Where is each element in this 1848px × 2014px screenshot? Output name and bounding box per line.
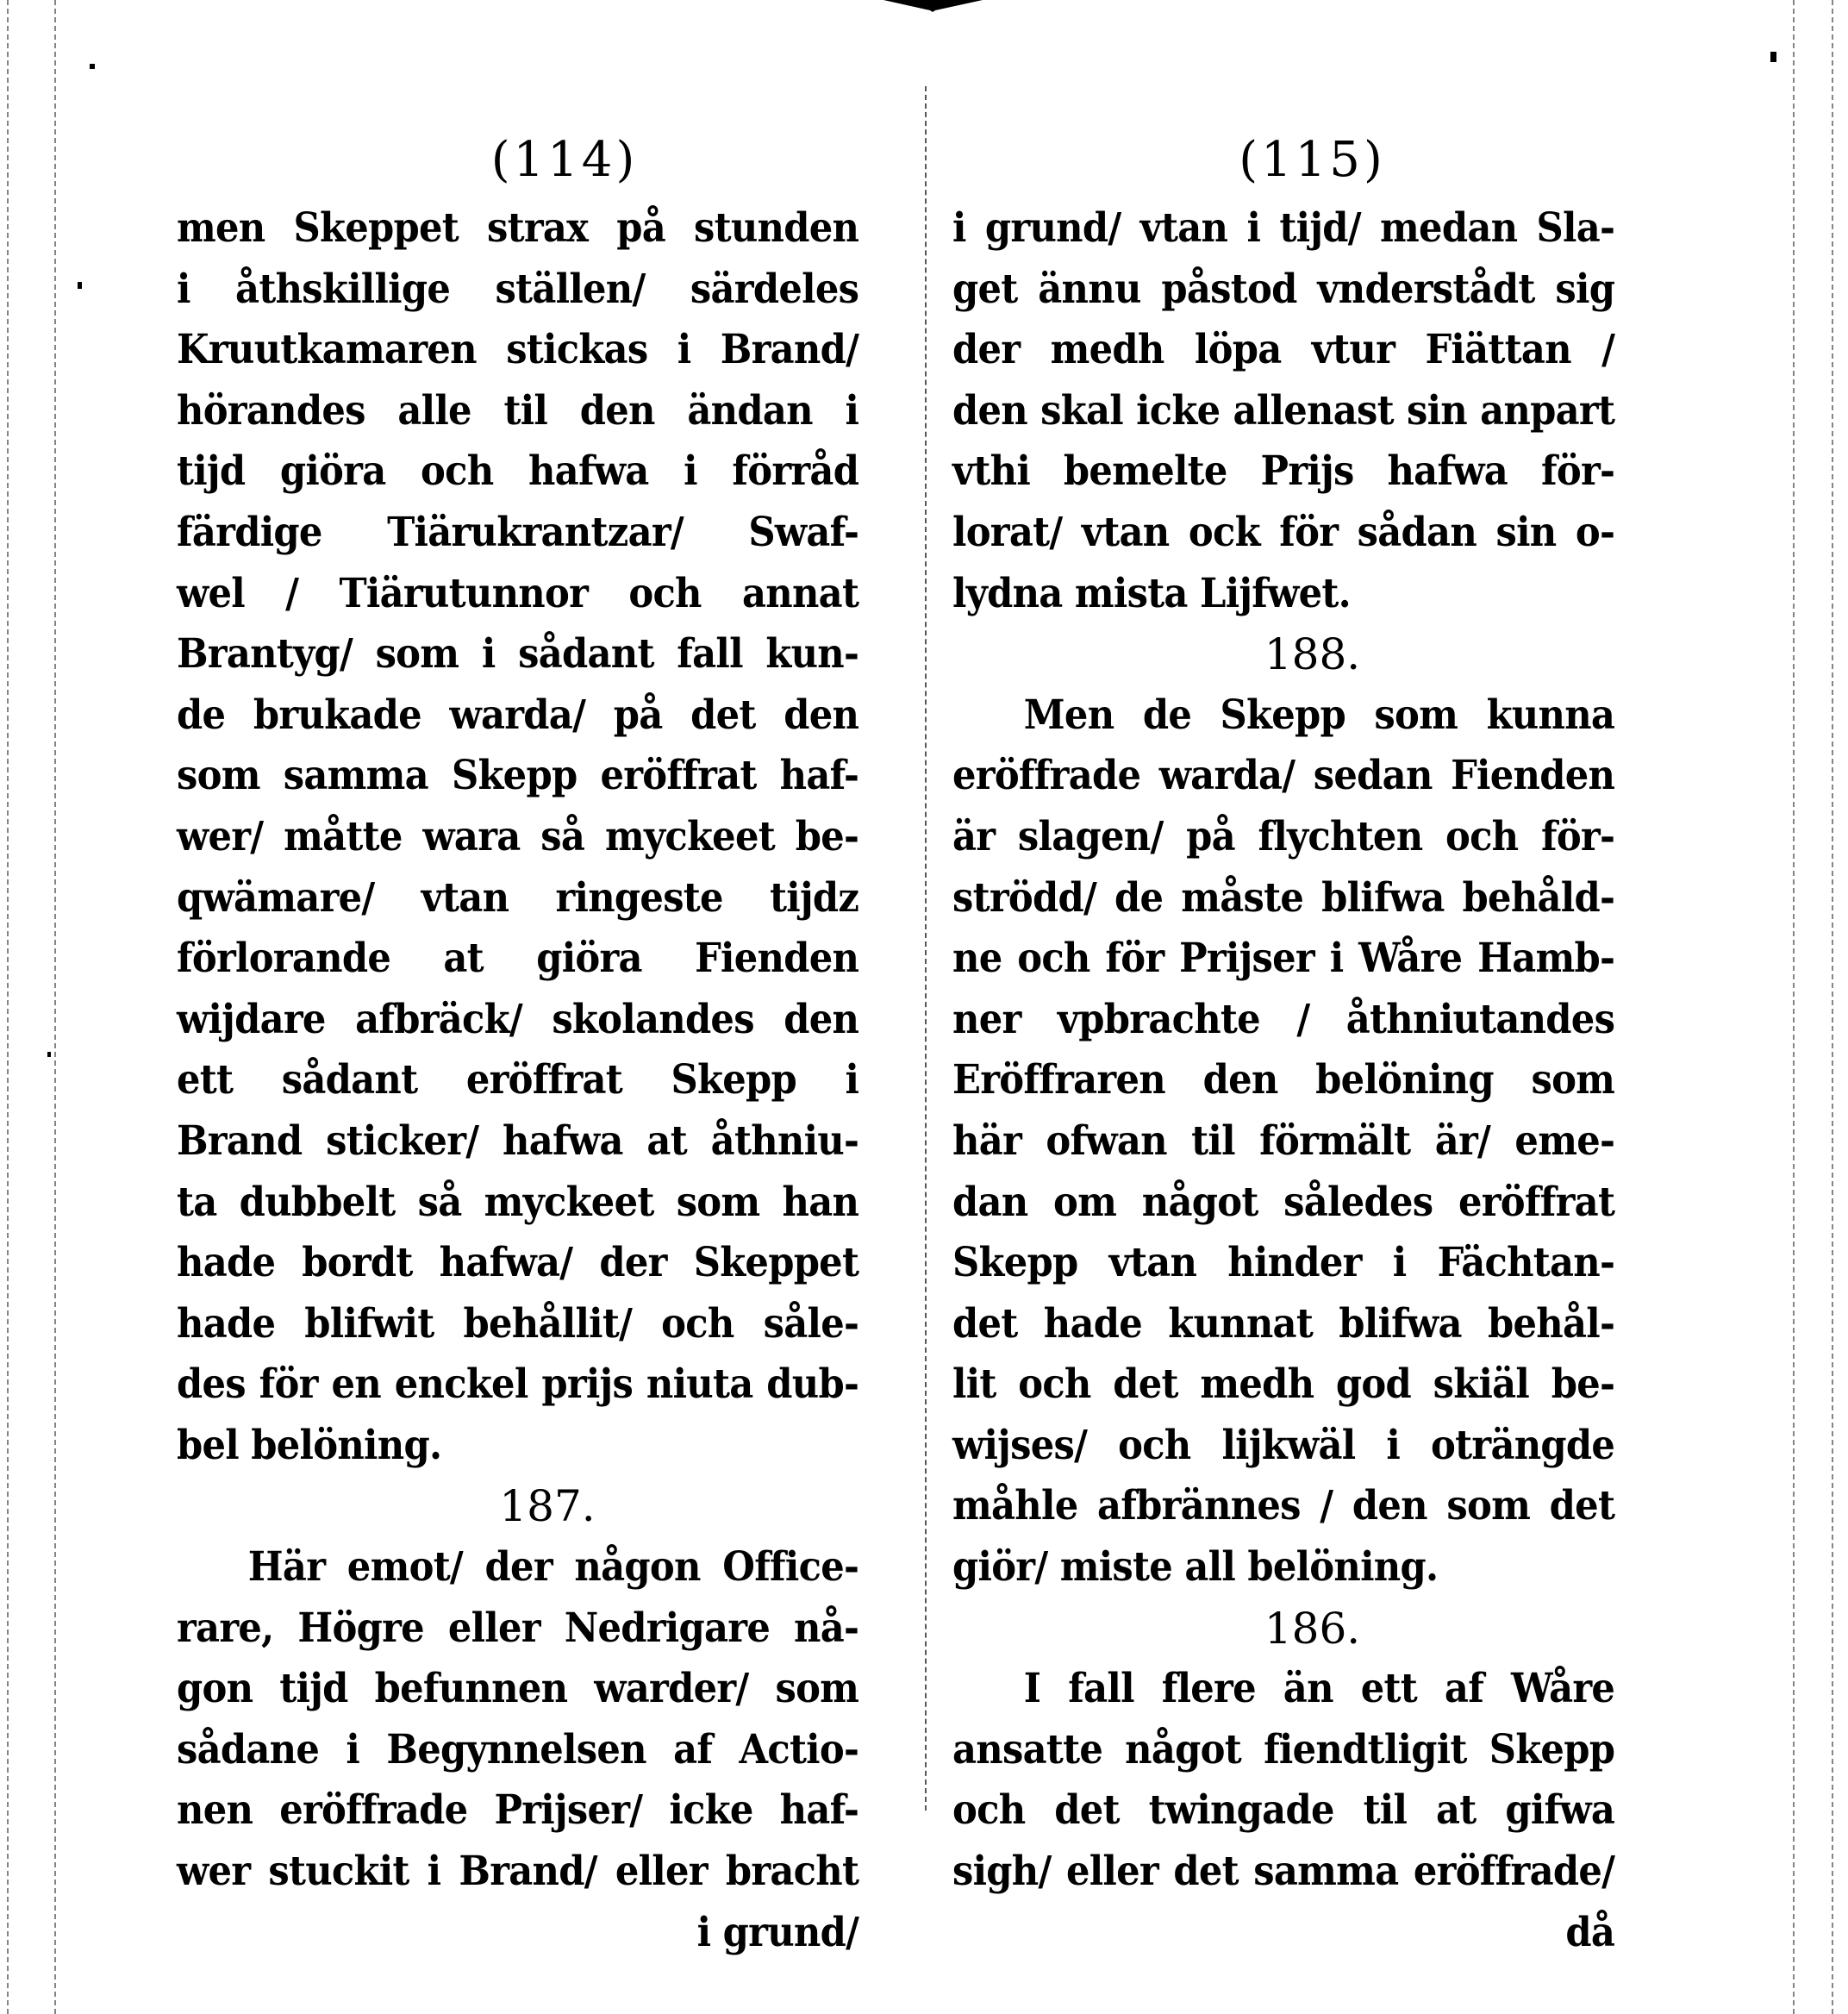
right-text-block-3 xyxy=(952,1659,1672,1902)
text-line: den skal icke allenast sin anpart xyxy=(952,386,1615,435)
text-line: wel / Tiärutunnor och annat xyxy=(177,569,859,617)
text-line: Här emot/ der någon Office- xyxy=(247,1543,859,1592)
scan-speck xyxy=(47,1052,51,1057)
text-line: vthi bemelte Prijs hafwa för- xyxy=(952,447,1615,496)
text-line: men Skeppet strax på stunden xyxy=(177,204,859,252)
text-line: och det twingade til at gifwa xyxy=(952,1786,1615,1835)
text-line: wer stuckit i Brand/ eller bracht xyxy=(177,1848,859,1896)
text-line: wer/ måtte wara så myckeet be- xyxy=(177,812,859,860)
text-line: wijdare afbräck/ skolandes den xyxy=(177,995,859,1043)
text-line: wijses/ och lijkwäl i oträngde xyxy=(952,1421,1615,1469)
text-line: förlorande at giöra Fienden xyxy=(177,935,859,983)
scan-edge-left-inner xyxy=(54,0,56,2014)
text-line: Eröffraren den belöning som xyxy=(952,1056,1615,1104)
text-line: Brand sticker/ hafwa at åthniu- xyxy=(177,1116,859,1165)
text-line: sigh/ eller det samma eröffrade/ xyxy=(952,1848,1615,1896)
text-line: Kruutkamaren stickas i Brand/ xyxy=(177,326,859,374)
text-line: Brantyg/ som i sådant fall kun- xyxy=(177,630,859,679)
text-line: hade blifwit behållit/ och såle- xyxy=(177,1299,859,1348)
text-line: ansatte något fiendtligit Skepp xyxy=(952,1725,1615,1773)
text-line: I fall flere än ett af Wåre xyxy=(1023,1665,1615,1713)
text-line: måhle afbrännes / den som det xyxy=(952,1482,1615,1530)
text-line: gon tijd befunnen warder/ som xyxy=(177,1665,859,1713)
text-line: lit och det medh god skiäl be- xyxy=(952,1360,1615,1409)
text-line: i åthskillige ställen/ särdeles xyxy=(177,265,859,313)
text-line: ta dubbelt så myckeet som han xyxy=(177,1178,859,1226)
scan-speck xyxy=(90,64,95,69)
left-page xyxy=(177,129,918,1963)
text-line: det hade kunnat blifwa behål- xyxy=(952,1299,1615,1348)
text-line: get ännu påstod vnderstådt sig xyxy=(952,265,1615,313)
top-ornament-icon xyxy=(883,0,983,12)
page-number-left: (114) xyxy=(490,132,639,188)
text-line: de brukade warda/ på det den xyxy=(177,691,859,739)
right-text-block-1 xyxy=(952,198,1672,624)
text-line: lydna mista Lijfwet. xyxy=(952,569,1351,617)
left-text-block-2 xyxy=(177,1537,918,1903)
catchword: då xyxy=(1565,1908,1615,1956)
text-line: Skepp vtan hinder i Fächtan- xyxy=(952,1239,1615,1287)
text-line: qwämare/ vtan ringeste tijdz xyxy=(177,873,859,922)
text-line: tijd giöra och hafwa i förråd xyxy=(177,447,859,496)
text-line: ett sådant eröffrat Skepp i xyxy=(177,1056,859,1104)
text-line: bel belöning. xyxy=(177,1421,442,1469)
page-gutter xyxy=(925,86,927,1811)
text-line: här ofwan til förmält är/ eme- xyxy=(952,1116,1615,1165)
text-line: strödd/ de måste blifwa behåld- xyxy=(952,873,1615,922)
scan-speck xyxy=(78,282,82,289)
text-line: nen eröffrade Prijser/ icke haf- xyxy=(177,1786,859,1835)
text-line: dan om något således eröffrat xyxy=(952,1178,1615,1226)
text-line: des för en enckel prijs niuta dub- xyxy=(177,1360,859,1409)
text-line: lorat/ vtan ock för sådan sin o- xyxy=(952,508,1615,556)
text-line: rare, Högre eller Nedrigare nå- xyxy=(177,1604,859,1652)
text-line: eröffrade warda/ sedan Fienden xyxy=(952,752,1615,800)
text-line: färdige Tiärukrantzar/ Swaf- xyxy=(177,508,859,556)
text-line: hörandes alle til den ändan i xyxy=(177,386,859,435)
text-line: ne och för Prijser i Wåre Hamb- xyxy=(952,935,1615,983)
text-line: i grund/ vtan i tijd/ medan Sla- xyxy=(952,204,1615,252)
scan-edge-right-outer xyxy=(1832,0,1833,2014)
text-line: hade bordt hafwa/ der Skeppet xyxy=(177,1239,859,1287)
left-text-block-1 xyxy=(177,198,918,1476)
page-number-right: (115) xyxy=(1239,132,1386,188)
text-line: der medh löpa vtur Fiättan / xyxy=(952,326,1615,374)
right-page xyxy=(952,129,1672,1963)
scan-edge-left-outer xyxy=(7,0,9,2014)
section-number: 186. xyxy=(1264,1603,1361,1654)
text-line: ner vpbrachte / åthniutandes xyxy=(952,995,1615,1043)
scan-speck xyxy=(1770,52,1776,62)
catchword: i grund/ xyxy=(696,1908,859,1956)
text-line: giör/ miste all belöning. xyxy=(952,1543,1439,1592)
section-number: 188. xyxy=(1264,629,1361,680)
right-text-block-2 xyxy=(952,685,1672,1598)
section-number: 187. xyxy=(499,1481,596,1532)
text-line: som samma Skepp eröffrat haf- xyxy=(177,752,859,800)
scan-edge-right-inner xyxy=(1793,0,1795,2014)
text-line: är slagen/ på flychten och för- xyxy=(952,812,1615,860)
text-line: Men de Skepp som kunna xyxy=(1023,691,1615,739)
text-line: sådane i Begynnelsen af Actio- xyxy=(177,1725,859,1773)
